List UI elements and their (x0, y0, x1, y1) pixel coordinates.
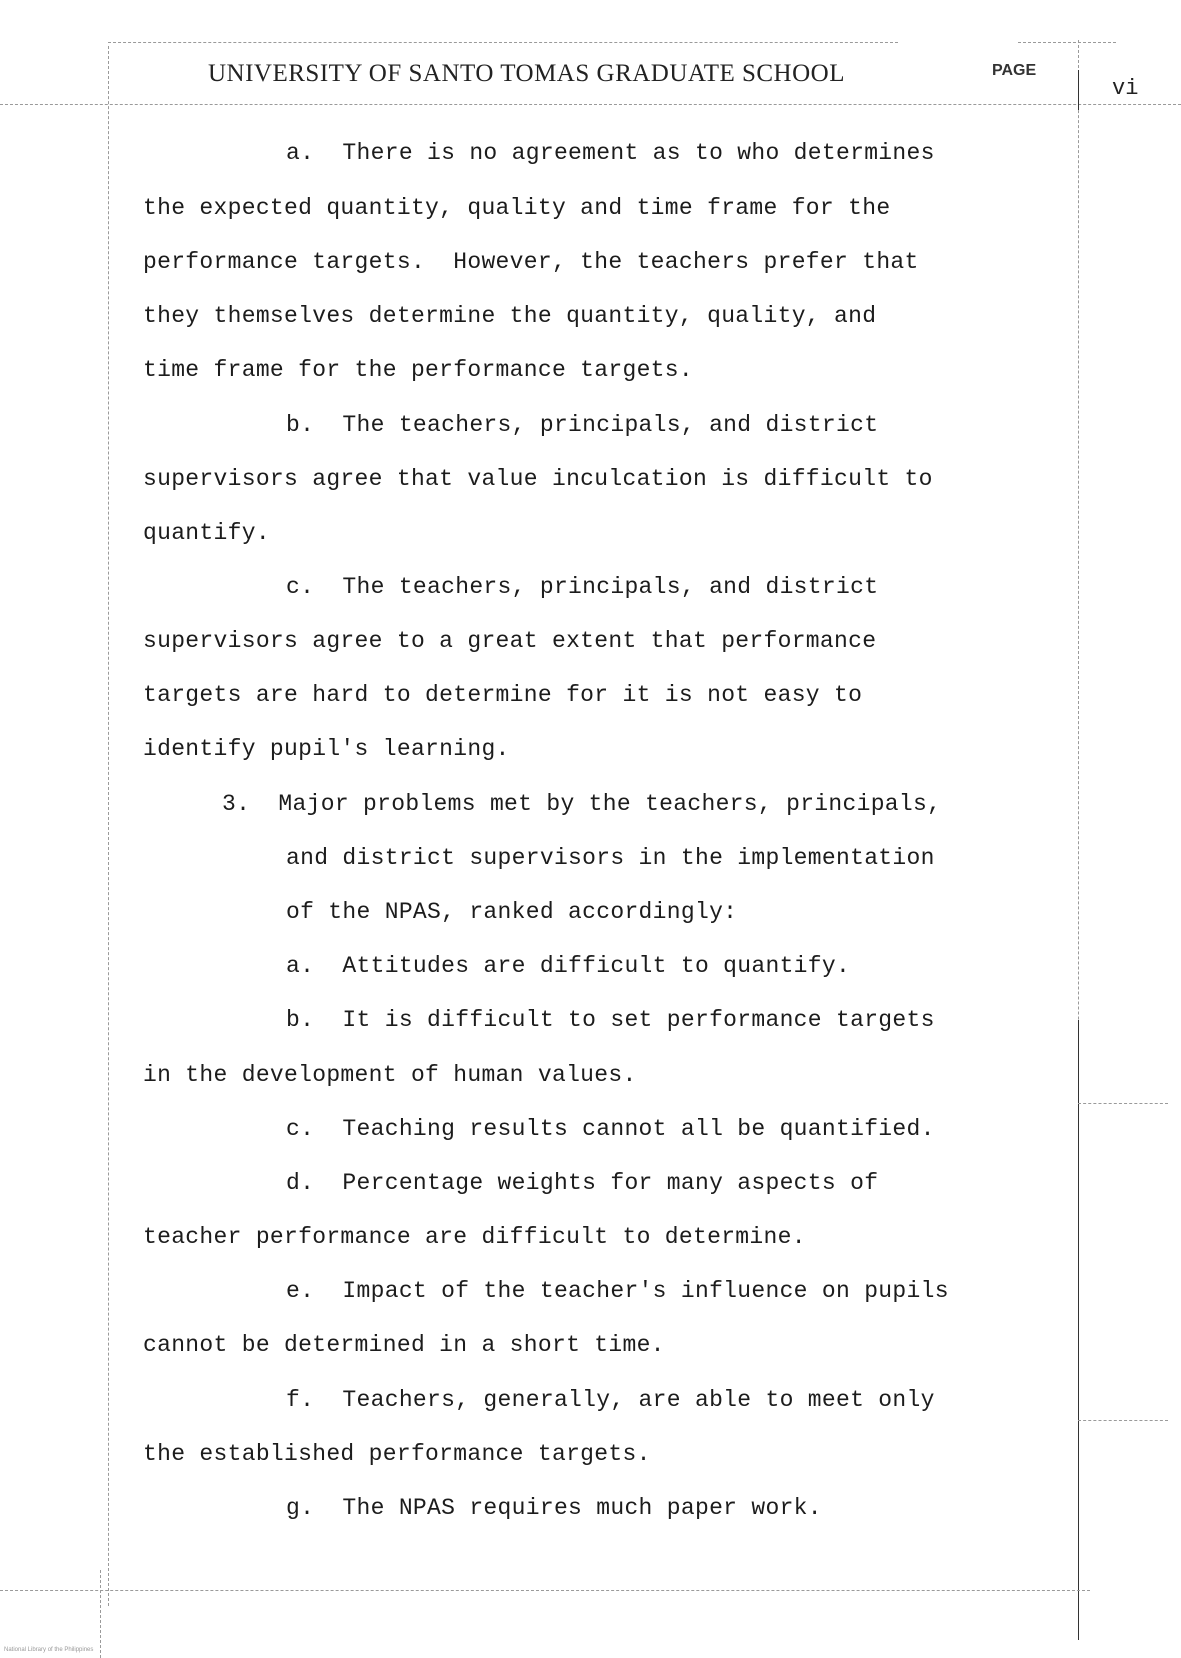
text-line: in the development of human values. (143, 1062, 637, 1088)
text-line: f. Teachers, generally, are able to meet only (286, 1387, 935, 1413)
text-line: targets are hard to determine for it is not easy to (143, 682, 863, 708)
university-header-title: UNIVERSITY OF SANTO TOMAS GRADUATE SCHOOL (208, 60, 845, 87)
text-line: of the NPAS, ranked accordingly: (286, 899, 738, 925)
text-line: time frame for the performance targets. (143, 357, 693, 383)
text-line: b. It is difficult to set performance targets (286, 1007, 935, 1033)
text-line: teacher performance are difficult to determine. (143, 1224, 806, 1250)
text-line: performance targets. However, the teachers prefer that (143, 249, 919, 275)
text-line: identify pupil's learning. (143, 736, 510, 762)
text-line: b. The teachers, principals, and district (286, 412, 879, 438)
text-line: c. The teachers, principals, and district (286, 574, 879, 600)
text-line: d. Percentage weights for many aspects of (286, 1170, 879, 1196)
text-line: they themselves determine the quantity, quality, and (143, 303, 877, 329)
text-line: and district supervisors in the implementation (286, 845, 935, 871)
text-line: the expected quantity, quality and time frame for the (143, 195, 891, 221)
page-number: vi (1112, 76, 1139, 101)
text-line: the established performance targets. (143, 1441, 651, 1467)
page-label: PAGE (992, 62, 1037, 79)
text-line: e. Impact of the teacher's influence on pupils (286, 1278, 949, 1304)
text-line: a. There is no agreement as to who determines (286, 140, 935, 166)
text-line: a. Attitudes are difficult to quantify. (286, 953, 851, 979)
text-line: quantify. (143, 520, 270, 546)
text-line: g. The NPAS requires much paper work. (286, 1495, 822, 1521)
scan-footer-note: National Library of the Philippines (4, 1647, 94, 1653)
text-line: supervisors agree that value inculcation is difficult to (143, 466, 933, 492)
text-line: supervisors agree to a great extent that performance (143, 628, 877, 654)
text-line: cannot be determined in a short time. (143, 1332, 665, 1358)
text-line: 3. Major problems met by the teachers, principals, (222, 791, 942, 817)
text-line: c. Teaching results cannot all be quantified. (286, 1116, 935, 1142)
